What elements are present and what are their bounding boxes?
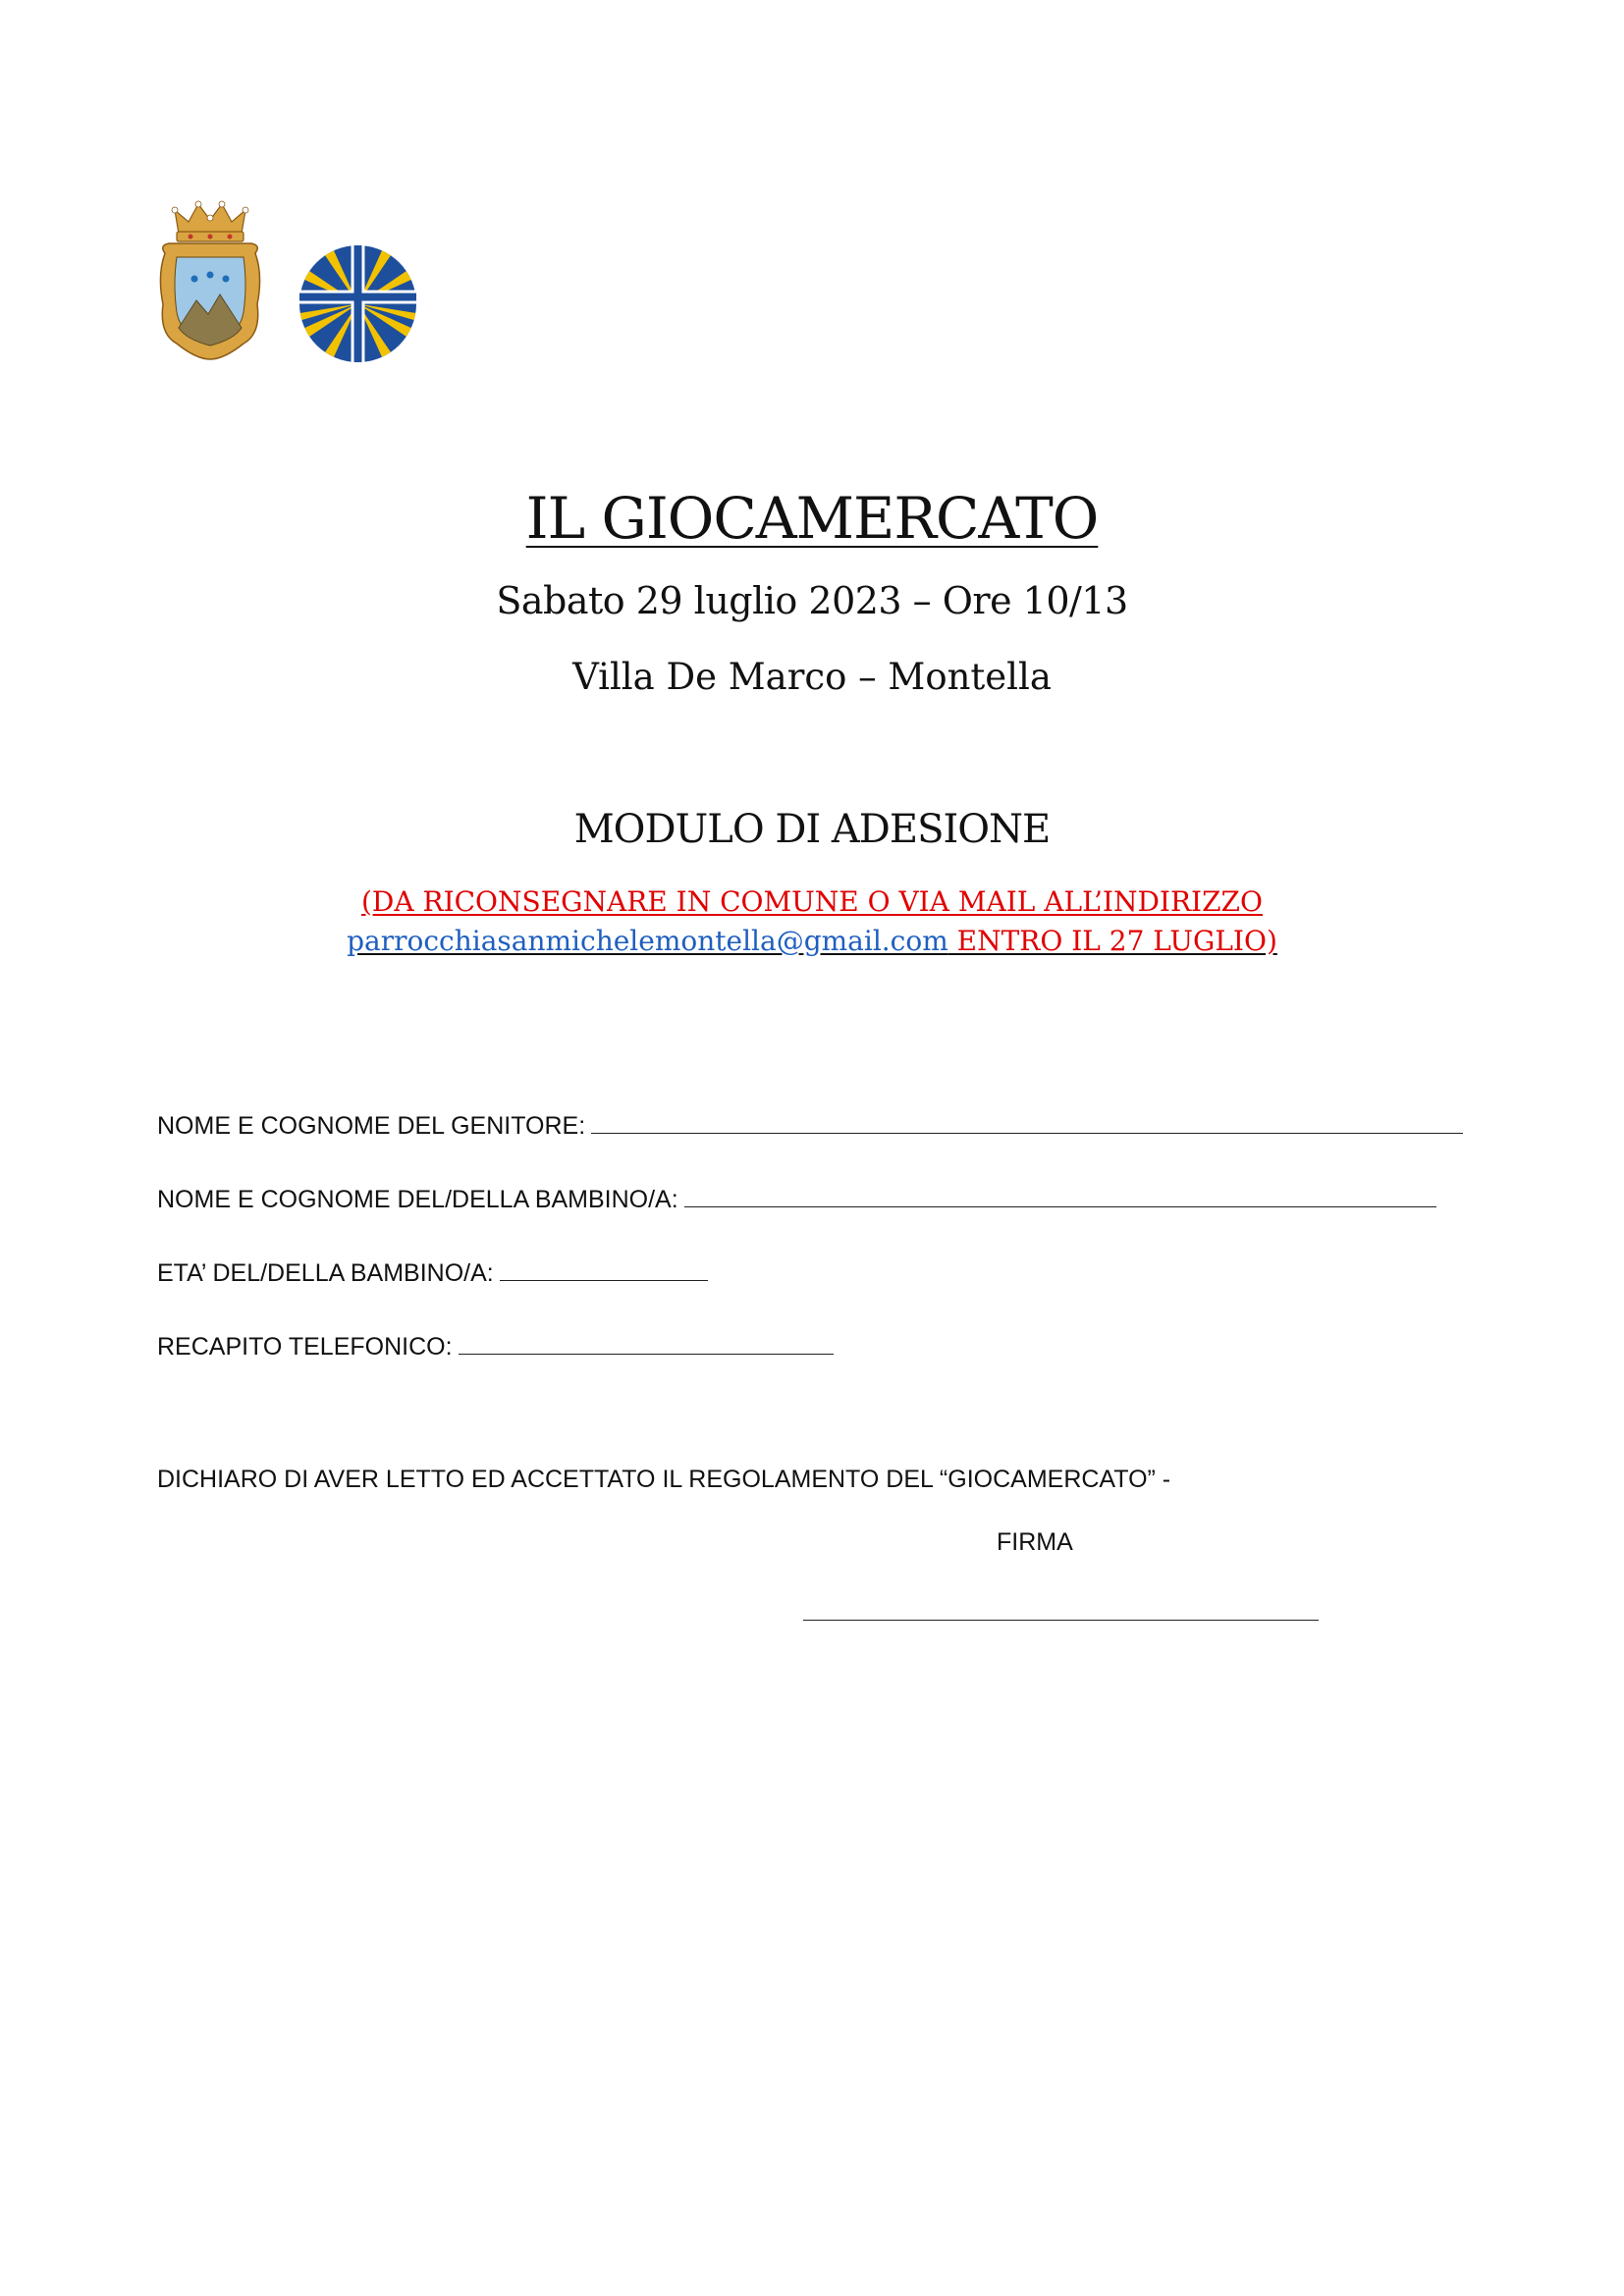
signature-label: FIRMA bbox=[997, 1528, 1073, 1556]
parent-name-input[interactable] bbox=[591, 1109, 1463, 1134]
child-age-label: ETA’ DEL/DELLA BAMBINO/A: bbox=[157, 1259, 494, 1287]
rules-declaration: DICHIARO DI AVER LETTO ED ACCETTATO IL REGOLAMENTO DEL “GIOCAMERCATO” - bbox=[157, 1466, 1171, 1493]
email-link[interactable]: parrocchiasanmichelemontella@gmail.com bbox=[347, 925, 948, 957]
event-venue: Villa De Marco – Montella bbox=[572, 656, 1052, 698]
event-date-time: Sabato 29 luglio 2023 – Ore 10/13 bbox=[496, 579, 1128, 622]
child-age-input[interactable] bbox=[500, 1256, 708, 1281]
parent-name-label: NOME E COGNOME DEL GENITORE: bbox=[157, 1112, 586, 1140]
child-name-label: NOME E COGNOME DEL/DELLA BAMBINO/A: bbox=[157, 1186, 678, 1213]
child-age-field bbox=[157, 1256, 708, 1288]
form-title: MODULO DI ADESIONE bbox=[573, 807, 1051, 852]
return-notice-email-line bbox=[0, 925, 1624, 957]
child-name-field bbox=[157, 1183, 1436, 1214]
phone-label: RECAPITO TELEFONICO: bbox=[157, 1333, 453, 1361]
child-name-input[interactable] bbox=[684, 1183, 1436, 1207]
return-notice-line: (DA RICONSEGNARE IN COMUNE O VIA MAIL ALL’INDIRIZZO bbox=[361, 885, 1263, 918]
municipal-coat-of-arms-icon bbox=[155, 196, 265, 361]
phone-field bbox=[157, 1330, 834, 1362]
parent-name-field bbox=[157, 1109, 1463, 1141]
azione-cattolica-cross-icon bbox=[298, 243, 418, 364]
event-title: IL GIOCAMERCATO bbox=[525, 485, 1099, 552]
deadline-text: ENTRO IL 27 LUGLIO) bbox=[947, 925, 1277, 957]
signature-line[interactable] bbox=[803, 1620, 1319, 1621]
phone-input[interactable] bbox=[459, 1330, 834, 1355]
